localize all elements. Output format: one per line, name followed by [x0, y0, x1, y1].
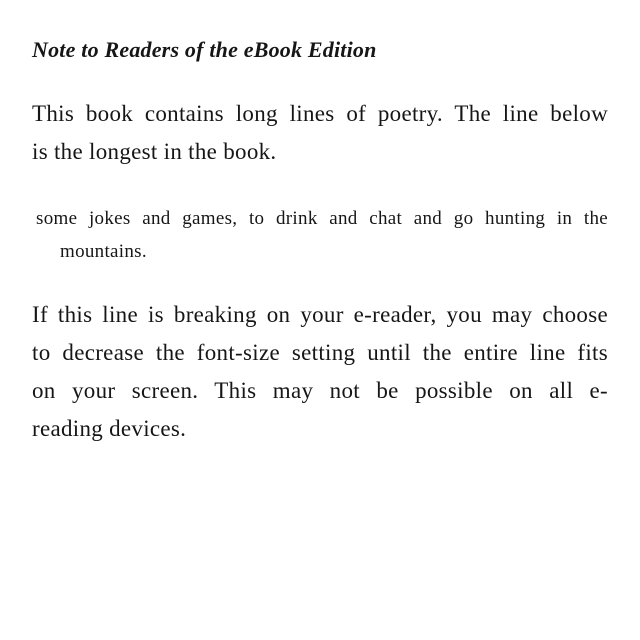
longest-poetry-line: [36, 202, 608, 268]
paragraph-line: on your screen. This may not be possible on all e-: [32, 378, 608, 403]
note-heading: Note to Readers of the eBook Edition: [32, 37, 377, 62]
paragraph-line: reading devices.: [32, 416, 187, 441]
paragraph-line: is the longest in the book.: [32, 139, 277, 164]
poetry-line: some jokes and games, to drink and chat and go hunting in the: [36, 208, 608, 229]
poetry-line-continuation: mountains.: [60, 241, 147, 262]
instructions-paragraph: [32, 296, 608, 448]
paragraph-line: This book contains long lines of poetry. The line below: [32, 101, 608, 126]
intro-paragraph: [32, 95, 608, 171]
paragraph-line: If this line is breaking on your e-reader, you may choose: [32, 302, 608, 327]
paragraph-line: to decrease the font-size setting until the entire line fits: [32, 340, 608, 365]
